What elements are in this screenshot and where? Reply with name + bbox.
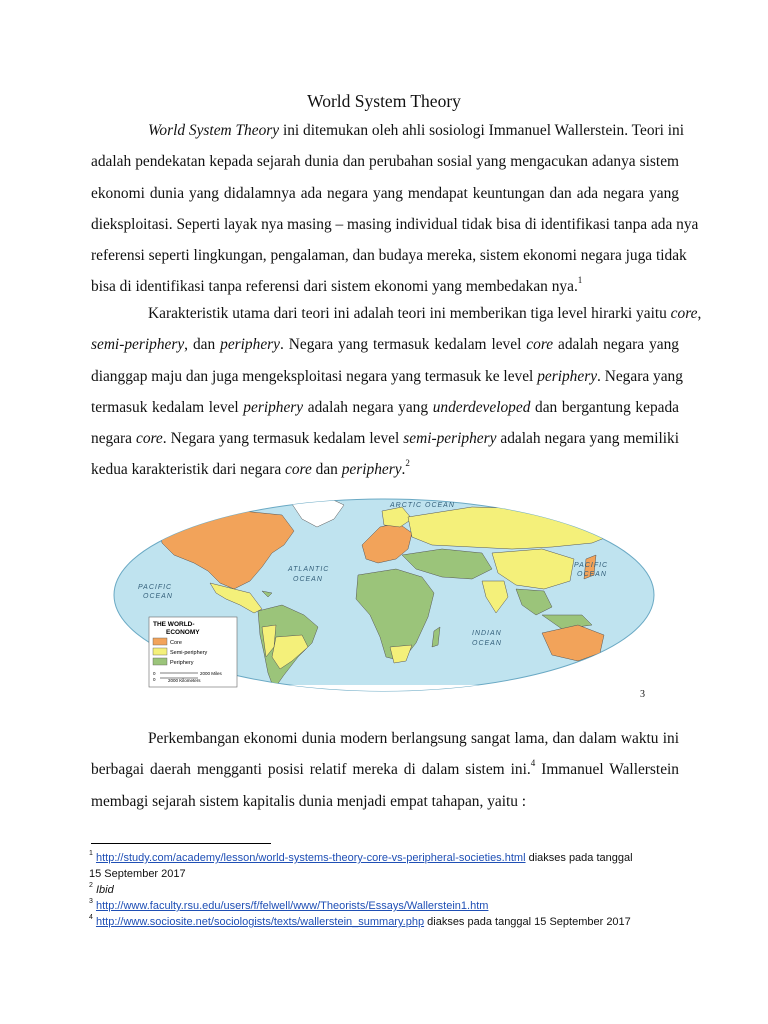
footnote-2 xyxy=(89,882,689,898)
paragraph-line: Karakteristik utama dari teori ini adalah teori ini memberikan tiga level hirarki yaitu core, xyxy=(148,305,702,322)
scale-zero-miles: 0 xyxy=(153,671,156,676)
line-text: Immanuel Wallerstein xyxy=(535,761,679,779)
scale-miles: 2000 Miles xyxy=(200,671,222,676)
legend-label-core: Core xyxy=(170,640,182,646)
footnote-link[interactable]: http://study.com/academy/lesson/world-systems-theory-core-vs-peripheral-societies.html xyxy=(95,852,526,864)
paragraph-line: termasuk kedalam level periphery adalah negara yang underdeveloped dan bergantung kepada xyxy=(91,398,679,416)
footnote-number: 4 xyxy=(89,914,93,922)
label-indian-2: OCEAN xyxy=(472,640,502,647)
footnote-text: Ibid xyxy=(95,884,114,896)
figure-footnote-ref: 3 xyxy=(640,689,645,700)
footnote-separator xyxy=(91,843,271,844)
paragraph-line: semi-periphery, dan periphery. Negara yang termasuk kedalam level core adalah negara yang xyxy=(91,336,679,354)
world-economy-map xyxy=(112,497,656,693)
footnote-link[interactable]: http://www.faculty.rsu.edu/users/f/felwell/www/Theorists/Essays/Wallerstein1.htm xyxy=(95,900,489,912)
footnote-number: 3 xyxy=(89,898,93,906)
footnote-1 xyxy=(89,850,689,866)
legend-swatch-periphery xyxy=(153,658,167,665)
label-pacific-w-2: OCEAN xyxy=(143,593,173,600)
footnote-number: 1 xyxy=(89,850,93,858)
footnote-text: diakses pada tanggal 15 September 2017 xyxy=(424,916,631,928)
scale-zero-km: 0 xyxy=(153,677,156,682)
map-legend xyxy=(149,617,237,687)
footnote-number: 2 xyxy=(89,882,93,890)
paragraph-2 xyxy=(91,298,702,486)
legend-label-periphery: Periphery xyxy=(170,660,194,666)
footnote-4 xyxy=(89,914,689,930)
legend-swatch-semi-periphery xyxy=(153,648,167,655)
legend-title: THE WORLD- xyxy=(153,621,195,628)
footnote-text: diakses pada tanggal xyxy=(525,852,633,864)
paragraph-line: negara core. Negara yang termasuk kedalam level semi-periphery adalah negara yang memiliki xyxy=(91,430,679,448)
paragraph-line xyxy=(91,115,685,146)
label-indian-1: INDIAN xyxy=(472,630,502,637)
paragraph-1 xyxy=(91,115,699,303)
line-text: berbagai daerah mengganti posisi relatif mereka di dalam sistem ini. xyxy=(91,761,531,779)
legend-title: ECONOMY xyxy=(166,629,200,636)
line-text: ini ditemukan oleh ahli sosiologi Immanuel Wallerstein. Teori ini xyxy=(279,122,685,139)
paragraph-line: kedua karakteristik dari negara core dan periphery.$^2$ xyxy=(91,458,410,479)
footnote-ref[interactable]: 1 xyxy=(577,275,583,286)
paragraph-line: membagi sejarah sistem kapitalis dunia menjadi empat tahapan, yaitu : xyxy=(91,792,527,810)
italic-term: World System Theory xyxy=(148,122,280,139)
paragraph-line: dieksploitasi. Seperti layak nya masing – masing individual tidak bisa di identifikasi tanpa ada nya xyxy=(91,215,699,233)
label-atlantic-1: ATLANTIC xyxy=(288,566,330,573)
paragraph-line xyxy=(91,754,679,785)
footnote-ref[interactable]: 4 xyxy=(530,758,536,769)
legend-label-semi-periphery: Semi-periphery xyxy=(170,650,208,656)
paragraph-line: dianggap maju dan juga mengeksploitasi negara yang termasuk ke level periphery. Negara yang xyxy=(91,367,683,385)
label-atlantic-2: OCEAN xyxy=(293,576,323,583)
scale-km: 2000 Kilometers xyxy=(168,678,201,683)
russia xyxy=(408,507,622,549)
page-title: World System Theory xyxy=(307,91,461,111)
footnotes xyxy=(89,850,689,930)
label-pacific-e-1: PACIFIC xyxy=(574,562,609,569)
footnote-1-cont: 15 September 2017 xyxy=(89,868,186,880)
footnote-ref[interactable]: 2 xyxy=(405,458,410,469)
footnote-3 xyxy=(89,898,689,914)
legend-swatch-core xyxy=(153,638,167,645)
paragraph-line: Perkembangan ekonomi dunia modern berlangsung sangat lama, dan dalam waktu ini xyxy=(148,730,679,747)
paragraph-3 xyxy=(91,723,679,817)
footnote-link[interactable]: http://www.sociosite.net/sociologists/texts/wallerstein_summary.php xyxy=(95,916,425,928)
label-arctic: ARCTIC OCEAN xyxy=(390,502,455,509)
label-pacific-w-1: PACIFIC xyxy=(138,584,173,591)
paragraph-line: ekonomi dunia yang didalamnya ada negara yang mendapat keuntungan dan ada negara yang xyxy=(91,184,679,202)
paragraph-line: adalah pendekatan kepada sejarah dunia dan perubahan sosial yang mengacukan adanya sistem xyxy=(91,153,679,171)
label-pacific-e-2: OCEAN xyxy=(577,571,607,578)
paragraph-line: referensi seperti lingkungan, pengalaman, dan budaya mereka, sistem ekonomi negara juga tidak xyxy=(91,247,687,265)
line-text: bisa di identifikasi tanpa referensi dari sistem ekonomi yang membedakan nya. xyxy=(91,278,578,296)
